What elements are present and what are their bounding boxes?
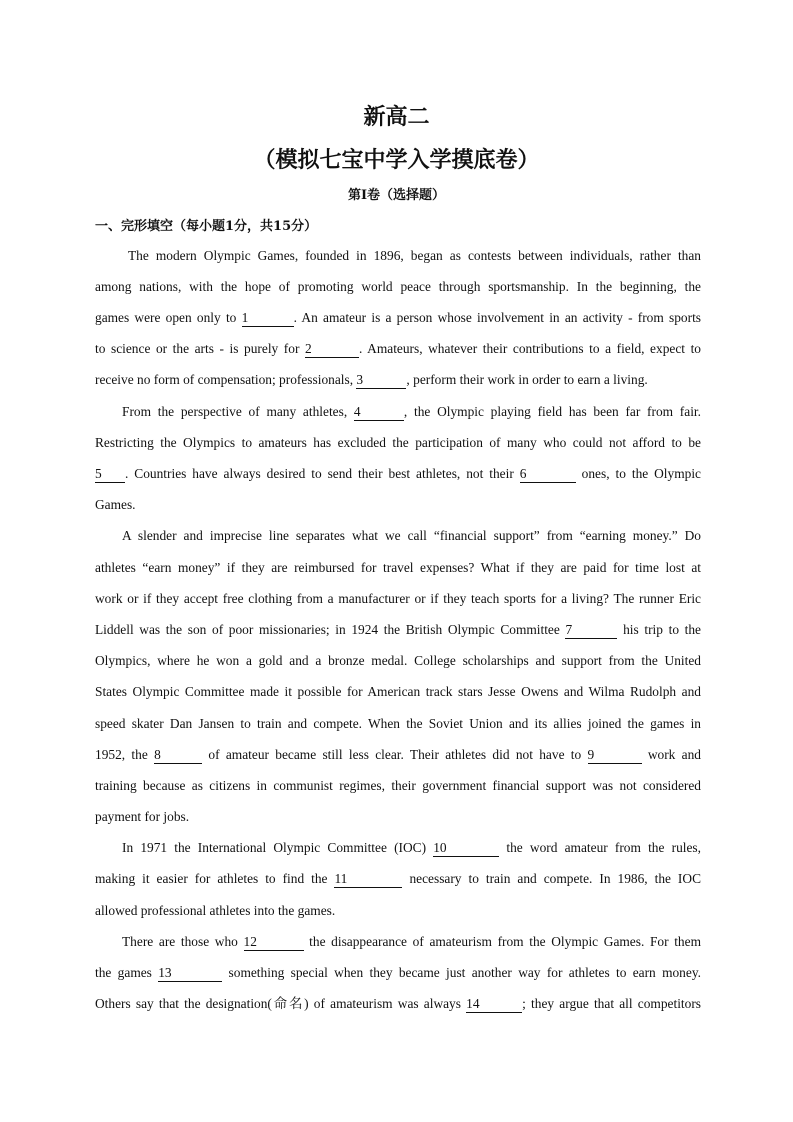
- blank-1[interactable]: 1: [242, 310, 294, 327]
- section-heading: 一、完形填空（每小题1分，共15分）: [95, 219, 318, 234]
- blank-8[interactable]: 8: [154, 747, 202, 764]
- passage-line: There are those who 12 the disappearance of amateurism from the Olympic Games. For them: [122, 934, 701, 949]
- page-subtitle: （模拟七宝中学入学摸底卷）: [253, 147, 540, 173]
- blank-5[interactable]: 5: [95, 466, 125, 483]
- passage-line: work or if they accept free clothing from a manufacturer or if they teach sports for a living? The runner Eric: [95, 591, 701, 606]
- passage-line: The modern Olympic Games, founded in 1896, began as contests between individuals, rather than: [128, 248, 701, 263]
- passage-line: to science or the arts - is purely for 2 . Amateurs, whatever their contributions to a field, expect to: [95, 341, 701, 356]
- passage-line: Restricting the Olympics to amateurs has excluded the participation of many who could not afford to be: [95, 435, 701, 450]
- passage-line: Games.: [95, 497, 136, 512]
- passage-line: among nations, with the hope of promoting world peace through sportsmanship. In the beginning, the: [95, 279, 701, 294]
- blank-6[interactable]: 6: [520, 466, 576, 483]
- passage-line: In 1971 the International Olympic Committee (IOC) 10 the word amateur from the rules,: [122, 840, 701, 855]
- blank-9[interactable]: 9: [588, 747, 642, 764]
- passage-line: 1952, the 8 of amateur became still less clear. Their athletes did not have to 9 work and: [95, 747, 701, 762]
- blank-13[interactable]: 13: [158, 965, 222, 982]
- passage-line: making it easier for athletes to find the 11 necessary to train and compete. In 1986, the IOC: [95, 871, 701, 886]
- passage-line: A slender and imprecise line separates what we call “financial support” from “earning money.” Do: [122, 528, 701, 543]
- passage-line: receive no form of compensation; professionals, 3 , perform their work in order to earn a living.: [95, 372, 648, 387]
- passage-line: Liddell was the son of poor missionaries; in 1924 the British Olympic Committee 7 his trip to the: [95, 622, 702, 637]
- blank-10[interactable]: 10: [433, 840, 499, 857]
- blank-7[interactable]: 7: [565, 622, 617, 639]
- passage-line: From the perspective of many athletes, 4 , the Olympic playing field has been far from fair.: [122, 404, 701, 419]
- passage-line: Olympics, where he won a gold and a bronze medal. College scholarships and support from the United: [95, 653, 701, 668]
- blank-11[interactable]: 11: [334, 871, 402, 888]
- passage-line: athletes “earn money” if they are reimbursed for travel expenses? What if they are paid for time lost at: [95, 560, 701, 575]
- blank-2[interactable]: 2: [305, 341, 359, 358]
- passage-line: Others say that the designation(命名) of amateurism was always 14 ; they argue that all competitors: [95, 996, 701, 1011]
- blank-14[interactable]: 14: [466, 996, 522, 1013]
- passage-line: games were open only to 1 . An amateur is a person whose involvement in an activity - from sports: [95, 310, 701, 325]
- passage-line: the games 13 something special when they became just another way for athletes to earn money.: [95, 965, 701, 980]
- passage-line: allowed professional athletes into the games.: [95, 903, 336, 918]
- blank-4[interactable]: 4: [354, 404, 404, 421]
- page-title: 新高二: [363, 104, 430, 130]
- volume-heading: 第Ⅰ卷（选择题）: [347, 188, 446, 203]
- blank-12[interactable]: 12: [244, 934, 304, 951]
- blank-3[interactable]: 3: [356, 372, 406, 389]
- passage-line: speed skater Dan Jansen to train and compete. When the Soviet Union and its allies joined the games in: [95, 716, 701, 731]
- passage-line: training because as citizens in communist regimes, their government financial support was not considered: [95, 778, 701, 793]
- passage-line: States Olympic Committee made it possible for American track stars Jesse Owens and Wilma Rudolph and: [95, 684, 701, 699]
- passage-line: 5 . Countries have always desired to send their best athletes, not their 6 ones, to the Olympic: [95, 466, 702, 481]
- passage-line: payment for jobs.: [95, 809, 190, 824]
